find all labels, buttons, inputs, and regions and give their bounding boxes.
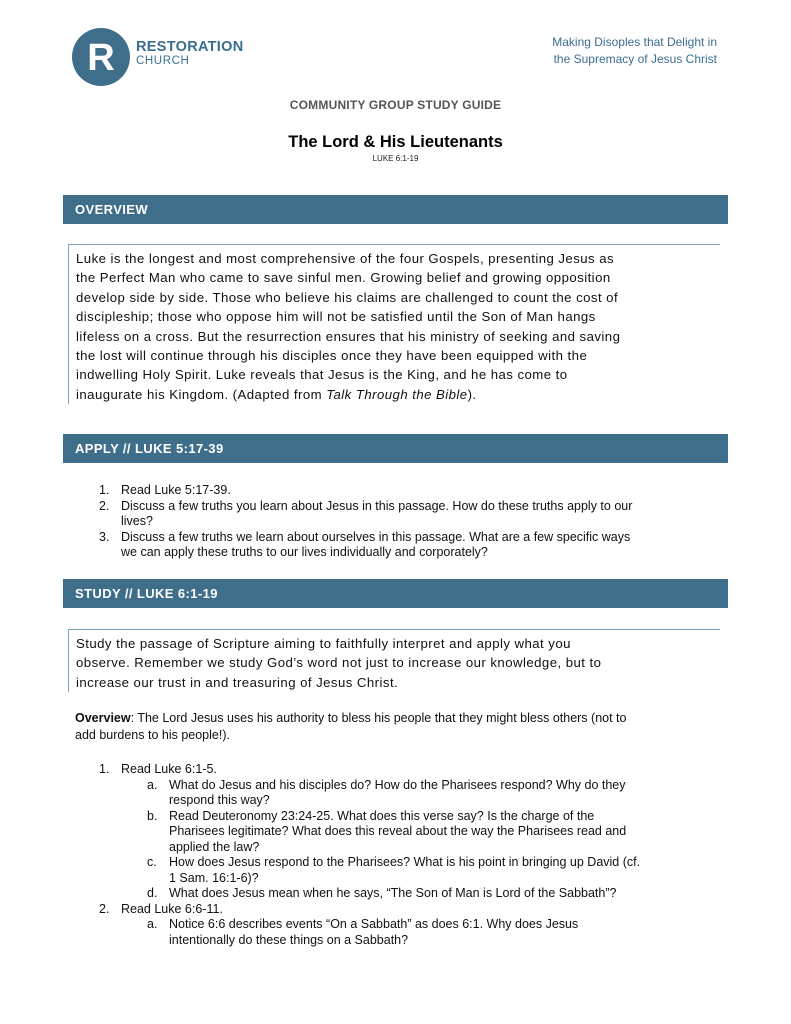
study-overview [75, 710, 725, 744]
sub-list [121, 778, 731, 902]
page-subtitle: LUKE 6:1-19 [372, 154, 419, 163]
brand-wordmark [136, 40, 244, 67]
text-line: observe. Remember we study God’s word not just to increase our knowledge, but to [76, 655, 602, 671]
item-line: Pharisees legitimate? What does this reveal about the way the Pharisees read and [169, 824, 627, 838]
tagline [552, 34, 717, 68]
sub-item [121, 855, 731, 886]
item-line: Read Deuteronomy 23:24-25. What does this verse say? Is the charge of the [169, 808, 595, 823]
sub-letter: c. [147, 855, 157, 869]
list-item [99, 529, 731, 561]
list-item [99, 901, 731, 949]
item-line: we can apply these truths to our lives individually and corporately? [121, 545, 488, 559]
brand-line-1: RESTORATION [136, 39, 244, 55]
study-intro [68, 629, 720, 692]
text-line: lifeless on a cross. But the resurrection ensures that his ministry of seeking and saving [76, 328, 621, 344]
page-title: The Lord & His Lieutenants [288, 133, 503, 151]
item-number: 3. [99, 529, 110, 544]
text-line: the lost will continue through his disciples once they have been equipped with the [76, 348, 588, 364]
item-number: 2. [99, 901, 110, 916]
logo-letter: R [87, 37, 115, 79]
study-heading: STUDY // LUKE 6:1-19 [63, 579, 728, 608]
brand-line-2: CHURCH [136, 54, 190, 67]
list-item [99, 498, 731, 530]
apply-list [99, 483, 731, 561]
text-fragment: inaugurate his Kingdom. (Adapted from [76, 386, 327, 402]
item-number: 1. [99, 483, 110, 497]
item-line: applied the law? [169, 839, 260, 854]
sub-letter: b. [147, 808, 158, 823]
item-line: Discuss a few truths we learn about ourselves in this passage. What are a few specific ways [121, 529, 631, 544]
sub-item [121, 886, 731, 902]
text-line: Study the passage of Scripture aiming to faithfully interpret and apply what you [76, 636, 571, 651]
sub-letter: a. [147, 777, 158, 792]
sub-list [121, 917, 731, 948]
text-line: develop side by side. Those who believe his claims are challenged to count the cost of [76, 289, 619, 305]
item-number: 2. [99, 498, 110, 513]
list-item [99, 483, 731, 499]
item-line: Notice 6:6 describes events “On a Sabbath” as does 6:1. Why does Jesus [169, 917, 579, 931]
text-line [75, 710, 725, 727]
item-line: 1 Sam. 16:1-6)? [169, 870, 259, 885]
item-number: 1. [99, 762, 110, 776]
book-title: Talk Through the Bible [326, 386, 468, 402]
item-line: lives? [121, 514, 153, 528]
item-line: Read Luke 6:1-5. [121, 762, 217, 776]
text-line [76, 385, 720, 404]
tagline-line-1: Making Disoples that Delight in [552, 35, 717, 49]
item-line: Discuss a few truths you learn about Jesus in this passage. How do these truths apply to our [121, 498, 633, 513]
text-line: increase our trust in and treasuring of Jesus Christ. [76, 674, 399, 690]
sub-item [121, 917, 731, 948]
overview-label: Overview [75, 711, 131, 725]
item-line: How does Jesus respond to the Pharisees? What is his point in bringing up David (cf. [169, 855, 641, 869]
restoration-logo-icon [72, 28, 130, 86]
text-fragment: : The Lord Jesus uses his authority to bless his people that they might bless others (not to [130, 711, 627, 725]
study-list [99, 762, 731, 948]
item-line: Read Luke 5:17-39. [121, 483, 231, 497]
text-line: Luke is the longest and most comprehensive of the four Gospels, presenting Jesus as [76, 251, 615, 266]
sub-letter: a. [147, 917, 158, 931]
overview-heading: OVERVIEW [63, 195, 728, 224]
item-line: What does Jesus mean when he says, “The Son of Man is Lord of the Sabbath”? [169, 886, 617, 900]
list-item [99, 762, 731, 902]
apply-heading: APPLY // LUKE 5:17-39 [63, 434, 728, 463]
item-line: Read Luke 6:6-11. [121, 901, 223, 916]
item-line: respond this way? [169, 793, 270, 807]
text-line: discipleship; those who oppose him will not be satisfied until the Son of Man hangs [76, 309, 596, 325]
tagline-line-2: the Supremacy of Jesus Christ [553, 52, 717, 66]
text-fragment: ). [467, 386, 477, 402]
text-line: add burdens to his people!). [75, 728, 230, 742]
text-line: indwelling Holy Spirit. Luke reveals that Jesus is the King, and he has come to [76, 367, 568, 383]
guide-label: COMMUNITY GROUP STUDY GUIDE [289, 98, 502, 112]
sub-letter: d. [147, 886, 158, 900]
overview-text [68, 244, 720, 404]
item-line: What do Jesus and his disciples do? How do the Pharisees respond? Why do they [169, 777, 626, 792]
text-line: the Perfect Man who came to save sinful men. Growing belief and growing opposition [76, 270, 611, 286]
item-line: intentionally do these things on a Sabbath? [169, 932, 409, 947]
sub-item [121, 809, 731, 856]
sub-item [121, 778, 731, 809]
